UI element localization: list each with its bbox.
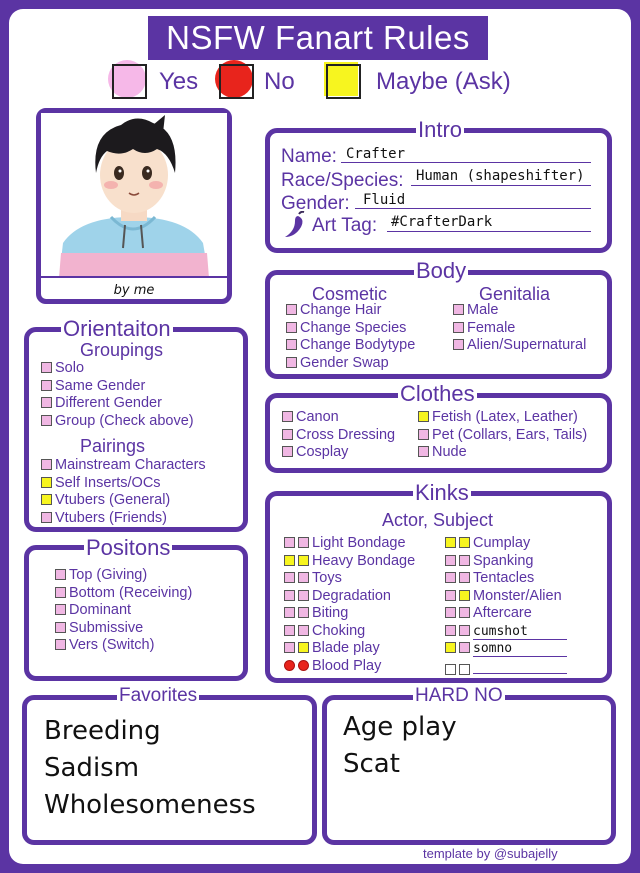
cosmetic-item [286, 355, 389, 372]
genitalia-item [453, 337, 586, 354]
gender-value: Fluid [363, 192, 406, 208]
clothes-label: Canon [296, 409, 339, 425]
kink-actor-checkbox[interactable] [445, 555, 456, 566]
kink-subject-checkbox[interactable] [298, 555, 309, 566]
clothes-checkbox[interactable] [282, 411, 293, 422]
position-label: Dominant [69, 602, 132, 618]
genitalia-label: Alien/Supernatural [467, 337, 587, 353]
pairing-checkbox[interactable] [41, 477, 52, 488]
kink-label: Aftercare [473, 605, 532, 621]
grouping-item [41, 395, 162, 412]
clothes-label: Pet (Collars, Ears, Tails) [432, 426, 588, 443]
kinks-subtitle: Actor, Subject [382, 510, 494, 530]
kink-label: somno [473, 641, 567, 657]
position-item [55, 602, 131, 619]
grouping-checkbox[interactable] [41, 380, 52, 391]
arttag-value: #CrafterDark [391, 214, 493, 230]
pairing-item [41, 510, 167, 527]
kink-item [445, 535, 530, 552]
kink-subject-checkbox[interactable] [459, 555, 470, 566]
kink-actor-checkbox[interactable] [284, 572, 295, 583]
grouping-label: Group (Check above) [55, 412, 194, 429]
kink-actor-checkbox[interactable] [284, 590, 295, 601]
kink-subject-checkbox[interactable] [459, 664, 470, 675]
clothes-label: Fetish (Latex, Leather) [432, 409, 578, 425]
kink-label: cumshot [473, 624, 567, 640]
clothes-label: Cosplay [296, 444, 349, 460]
position-item [55, 567, 147, 584]
kink-subject-checkbox[interactable] [298, 607, 309, 618]
grouping-label: Same Gender [55, 377, 146, 394]
kink-item [445, 640, 567, 657]
page-title: NSFW Fanart Rules [148, 16, 488, 60]
pepper-icon [283, 211, 307, 239]
favorite-item: Wholesomeness [44, 790, 256, 820]
clothes-item [282, 444, 348, 461]
kink-actor-checkbox[interactable] [284, 625, 295, 636]
legend-maybe-box [326, 64, 361, 99]
clothes-checkbox[interactable] [418, 446, 429, 457]
kink-subject-checkbox[interactable] [459, 572, 470, 583]
positions-title: Positons [86, 535, 171, 560]
race-value: Human (shapeshifter) [416, 168, 585, 184]
kink-item [284, 588, 391, 605]
kink-subject-checkbox[interactable] [459, 537, 470, 548]
kink-subject-checkbox[interactable] [298, 642, 309, 653]
pairing-item [41, 492, 170, 509]
kink-label: Toys [312, 570, 342, 586]
kink-actor-checkbox[interactable] [284, 555, 295, 566]
clothes-item [282, 427, 395, 444]
kink-subject-checkbox[interactable] [459, 642, 470, 653]
position-checkbox[interactable] [55, 622, 66, 633]
genitalia-checkbox[interactable] [453, 304, 464, 315]
kink-item [284, 535, 406, 552]
grouping-item [41, 360, 84, 377]
pairing-label: Vtubers (General) [55, 492, 171, 508]
clothes-item [418, 427, 587, 444]
kink-actor-checkbox[interactable] [445, 537, 456, 548]
kink-subject-checkbox[interactable] [459, 607, 470, 618]
position-label: Top (Giving) [69, 567, 148, 583]
name-value: Crafter [346, 146, 406, 162]
kink-item [284, 570, 342, 587]
clothes-item [418, 409, 578, 426]
avatar-divider [41, 276, 227, 278]
race-label: Race/Species: [281, 170, 404, 191]
race-underline [411, 185, 591, 186]
kink-item [284, 605, 348, 622]
kink-item [445, 588, 562, 605]
kink-actor-checkbox[interactable] [284, 642, 295, 653]
kink-label: Monster/Alien [473, 587, 562, 604]
cosmetic-checkbox[interactable] [286, 339, 297, 350]
kink-subject-checkbox[interactable] [298, 590, 309, 601]
kink-item [284, 658, 381, 675]
kink-actor-checkbox[interactable] [284, 537, 295, 548]
position-checkbox[interactable] [55, 587, 66, 598]
kink-item [284, 623, 365, 640]
kink-label: Tentacles [473, 570, 535, 586]
gender-underline [355, 208, 591, 209]
position-checkbox[interactable] [55, 569, 66, 580]
legend-maybe-label: Maybe (Ask) [376, 68, 511, 95]
genitalia-checkbox[interactable] [453, 339, 464, 350]
hard-no-item: Scat [343, 749, 400, 779]
kink-actor-checkbox[interactable] [445, 625, 456, 636]
kink-subject-checkbox[interactable] [298, 660, 309, 671]
orientation-title: Orientaiton [63, 316, 171, 341]
cosmetic-item [286, 337, 415, 354]
arttag-underline [387, 231, 591, 232]
kink-item [445, 605, 532, 622]
cosmetic-label: Gender Swap [300, 354, 389, 371]
kink-label: Light Bondage [312, 535, 406, 551]
body-title: Body [416, 258, 467, 283]
kink-subject-checkbox[interactable] [298, 625, 309, 636]
clothes-checkbox[interactable] [418, 429, 429, 440]
kink-subject-checkbox[interactable] [298, 572, 309, 583]
cosmetic-item [286, 320, 406, 337]
pairing-label: Mainstream Characters [55, 457, 206, 473]
genitalia-checkbox[interactable] [453, 322, 464, 333]
hard-no-item: Age play [343, 712, 457, 742]
kink-subject-checkbox[interactable] [459, 590, 470, 601]
hard-no-title: HARD NO [415, 685, 503, 706]
genitalia-item [453, 320, 515, 337]
name-underline [341, 162, 591, 163]
cosmetic-item [286, 302, 381, 319]
grouping-checkbox[interactable] [41, 415, 52, 426]
pairing-item [41, 475, 161, 492]
grouping-label: Solo [55, 360, 85, 376]
grouping-checkbox[interactable] [41, 362, 52, 373]
kink-label: Biting [312, 605, 349, 621]
kink-subject-checkbox[interactable] [459, 625, 470, 636]
avatar-image [41, 113, 227, 278]
kink-label: Cumplay [473, 535, 531, 551]
cosmetic-title: Cosmetic [312, 284, 388, 304]
clothes-checkbox[interactable] [282, 446, 293, 457]
pairing-checkbox[interactable] [41, 459, 52, 470]
avatar-panel [36, 108, 232, 304]
kink-actor-checkbox[interactable] [445, 642, 456, 653]
pairing-checkbox[interactable] [41, 512, 52, 523]
clothes-item [282, 409, 339, 426]
groupings-title: Groupings [80, 340, 164, 360]
genitalia-title: Genitalia [479, 284, 551, 304]
kink-actor-checkbox[interactable] [445, 664, 456, 675]
kink-label: Degradation [312, 587, 391, 604]
template-credit: template by @subajelly [423, 846, 558, 861]
kink-subject-checkbox[interactable] [298, 537, 309, 548]
legend-no-box [219, 64, 254, 99]
grouping-checkbox[interactable] [41, 397, 52, 408]
kink-item [445, 623, 567, 640]
cosmetic-label: Change Hair [300, 302, 382, 318]
kink-item [445, 658, 567, 679]
kink-label: Blade play [312, 640, 380, 656]
clothes-label: Nude [432, 444, 467, 460]
favorite-item: Breeding [44, 716, 161, 746]
position-checkbox[interactable] [55, 604, 66, 615]
kink-label: Heavy Bondage [312, 552, 416, 569]
intro-title: Intro [418, 117, 463, 142]
pairing-item [41, 457, 206, 474]
clothes-item [418, 444, 467, 461]
avatar-caption: by me [113, 283, 155, 298]
kink-label: Choking [312, 622, 366, 639]
grouping-item [41, 413, 194, 430]
kink-label: Blood Play [312, 657, 382, 674]
favorite-item: Sadism [44, 753, 140, 783]
genitalia-label: Female [467, 319, 516, 336]
kink-item [284, 553, 415, 570]
kink-label [473, 658, 567, 674]
kink-actor-checkbox[interactable] [284, 607, 295, 618]
cosmetic-label: Change Bodytype [300, 337, 416, 353]
position-item [55, 585, 192, 602]
position-checkbox[interactable] [55, 639, 66, 650]
clothes-checkbox[interactable] [282, 429, 293, 440]
gender-label: Gender: [281, 193, 350, 214]
position-item [55, 620, 143, 637]
genitalia-item [453, 302, 498, 319]
pairing-label: Vtubers (Friends) [55, 509, 168, 526]
kink-item [284, 640, 380, 657]
clothes-label: Cross Dressing [296, 426, 396, 443]
legend-no-label: No [264, 68, 295, 95]
pairings-title: Pairings [80, 436, 146, 456]
legend-yes-label: Yes [159, 68, 199, 95]
kink-actor-checkbox[interactable] [445, 607, 456, 618]
name-label: Name: [281, 146, 337, 167]
position-label: Submissive [69, 619, 144, 636]
kinks-title: Kinks [415, 480, 469, 505]
genitalia-label: Male [467, 302, 499, 318]
kink-item [445, 570, 534, 587]
kink-label: Spanking [473, 552, 534, 569]
kink-actor-checkbox[interactable] [284, 660, 295, 671]
kink-actor-checkbox[interactable] [445, 572, 456, 583]
cosmetic-checkbox[interactable] [286, 322, 297, 333]
position-label: Bottom (Receiving) [69, 584, 193, 601]
cosmetic-checkbox[interactable] [286, 304, 297, 315]
cosmetic-label: Change Species [300, 319, 407, 336]
pairing-checkbox[interactable] [41, 494, 52, 505]
clothes-title: Clothes [400, 381, 475, 406]
grouping-label: Different Gender [55, 395, 162, 411]
kink-item [445, 553, 533, 570]
legend-yes-box [112, 64, 147, 99]
cosmetic-checkbox[interactable] [286, 357, 297, 368]
arttag-label: Art Tag: [312, 215, 378, 236]
clothes-checkbox[interactable] [418, 411, 429, 422]
position-item [55, 637, 154, 654]
grouping-item [41, 378, 145, 395]
position-label: Vers (Switch) [69, 637, 155, 653]
pairing-label: Self Inserts/OCs [55, 474, 161, 491]
kink-actor-checkbox[interactable] [445, 590, 456, 601]
favorites-title: Favorites [119, 685, 198, 706]
